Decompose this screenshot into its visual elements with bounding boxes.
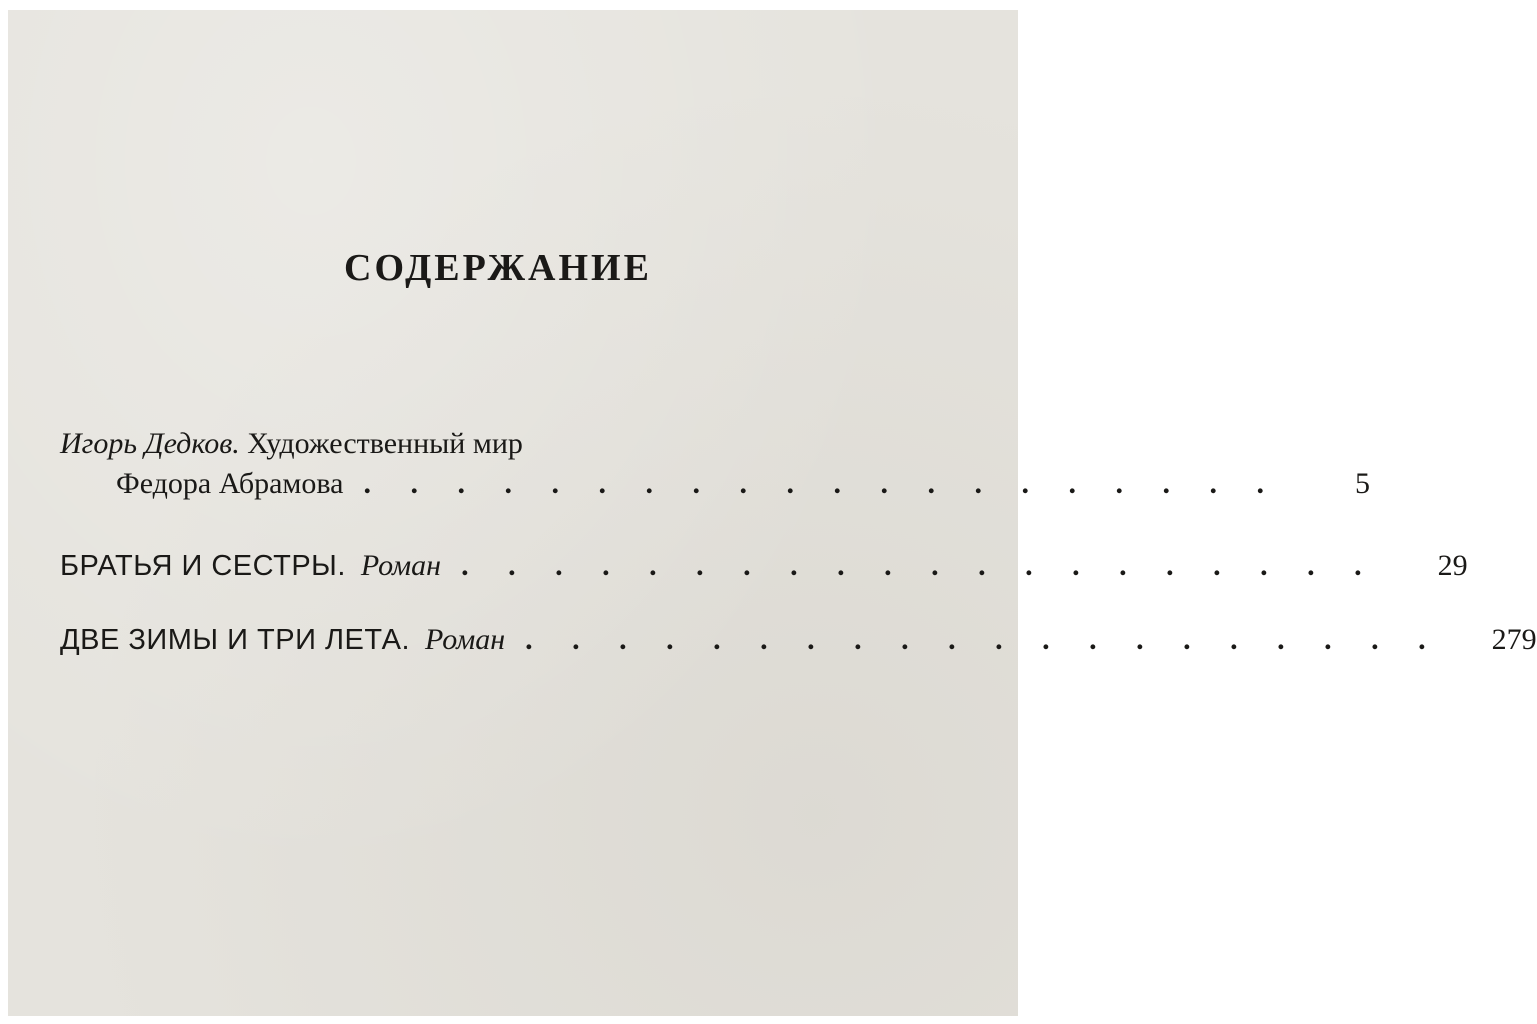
toc-entry-author: Игорь Дедков. [60, 427, 240, 460]
dot-leader: . . . . . . . . . . . . . . . . . . . . [461, 549, 1378, 582]
book-page [8, 10, 1537, 1016]
toc-entry-line [60, 546, 1468, 586]
toc-entry-bratya [60, 546, 1468, 586]
toc-entry-line [60, 620, 1537, 660]
toc-entry-page-number: 5 [1355, 467, 1370, 500]
toc-entry-line [60, 464, 1370, 504]
toc-entry-genre: Роман [425, 623, 506, 656]
dot-leader: . . . . . . . . . . . . . . . . . . . . [363, 467, 1280, 500]
toc-entry-page-number: 279 [1491, 623, 1537, 656]
dot-leader: . . . . . . . . . . . . . . . . . . . . [525, 623, 1442, 656]
toc-entry-genre: Роман [360, 549, 442, 582]
toc-entry-title: Художественный мир [247, 427, 523, 460]
toc-entry-line [60, 424, 940, 464]
toc-entry-dedkov [60, 424, 1370, 504]
toc-entry-dve-zimy [60, 620, 1537, 660]
toc-entry-title: ДВЕ ЗИМЫ И ТРИ ЛЕТА. [60, 624, 411, 656]
toc-entry-page-number: 29 [1437, 549, 1468, 582]
toc-entry-title: БРАТЬЯ И СЕСТРЫ. [60, 550, 346, 582]
toc-entry-title-cont: Федора Абрамова [116, 467, 344, 500]
page-title: СОДЕРЖАНИЕ [344, 247, 652, 289]
